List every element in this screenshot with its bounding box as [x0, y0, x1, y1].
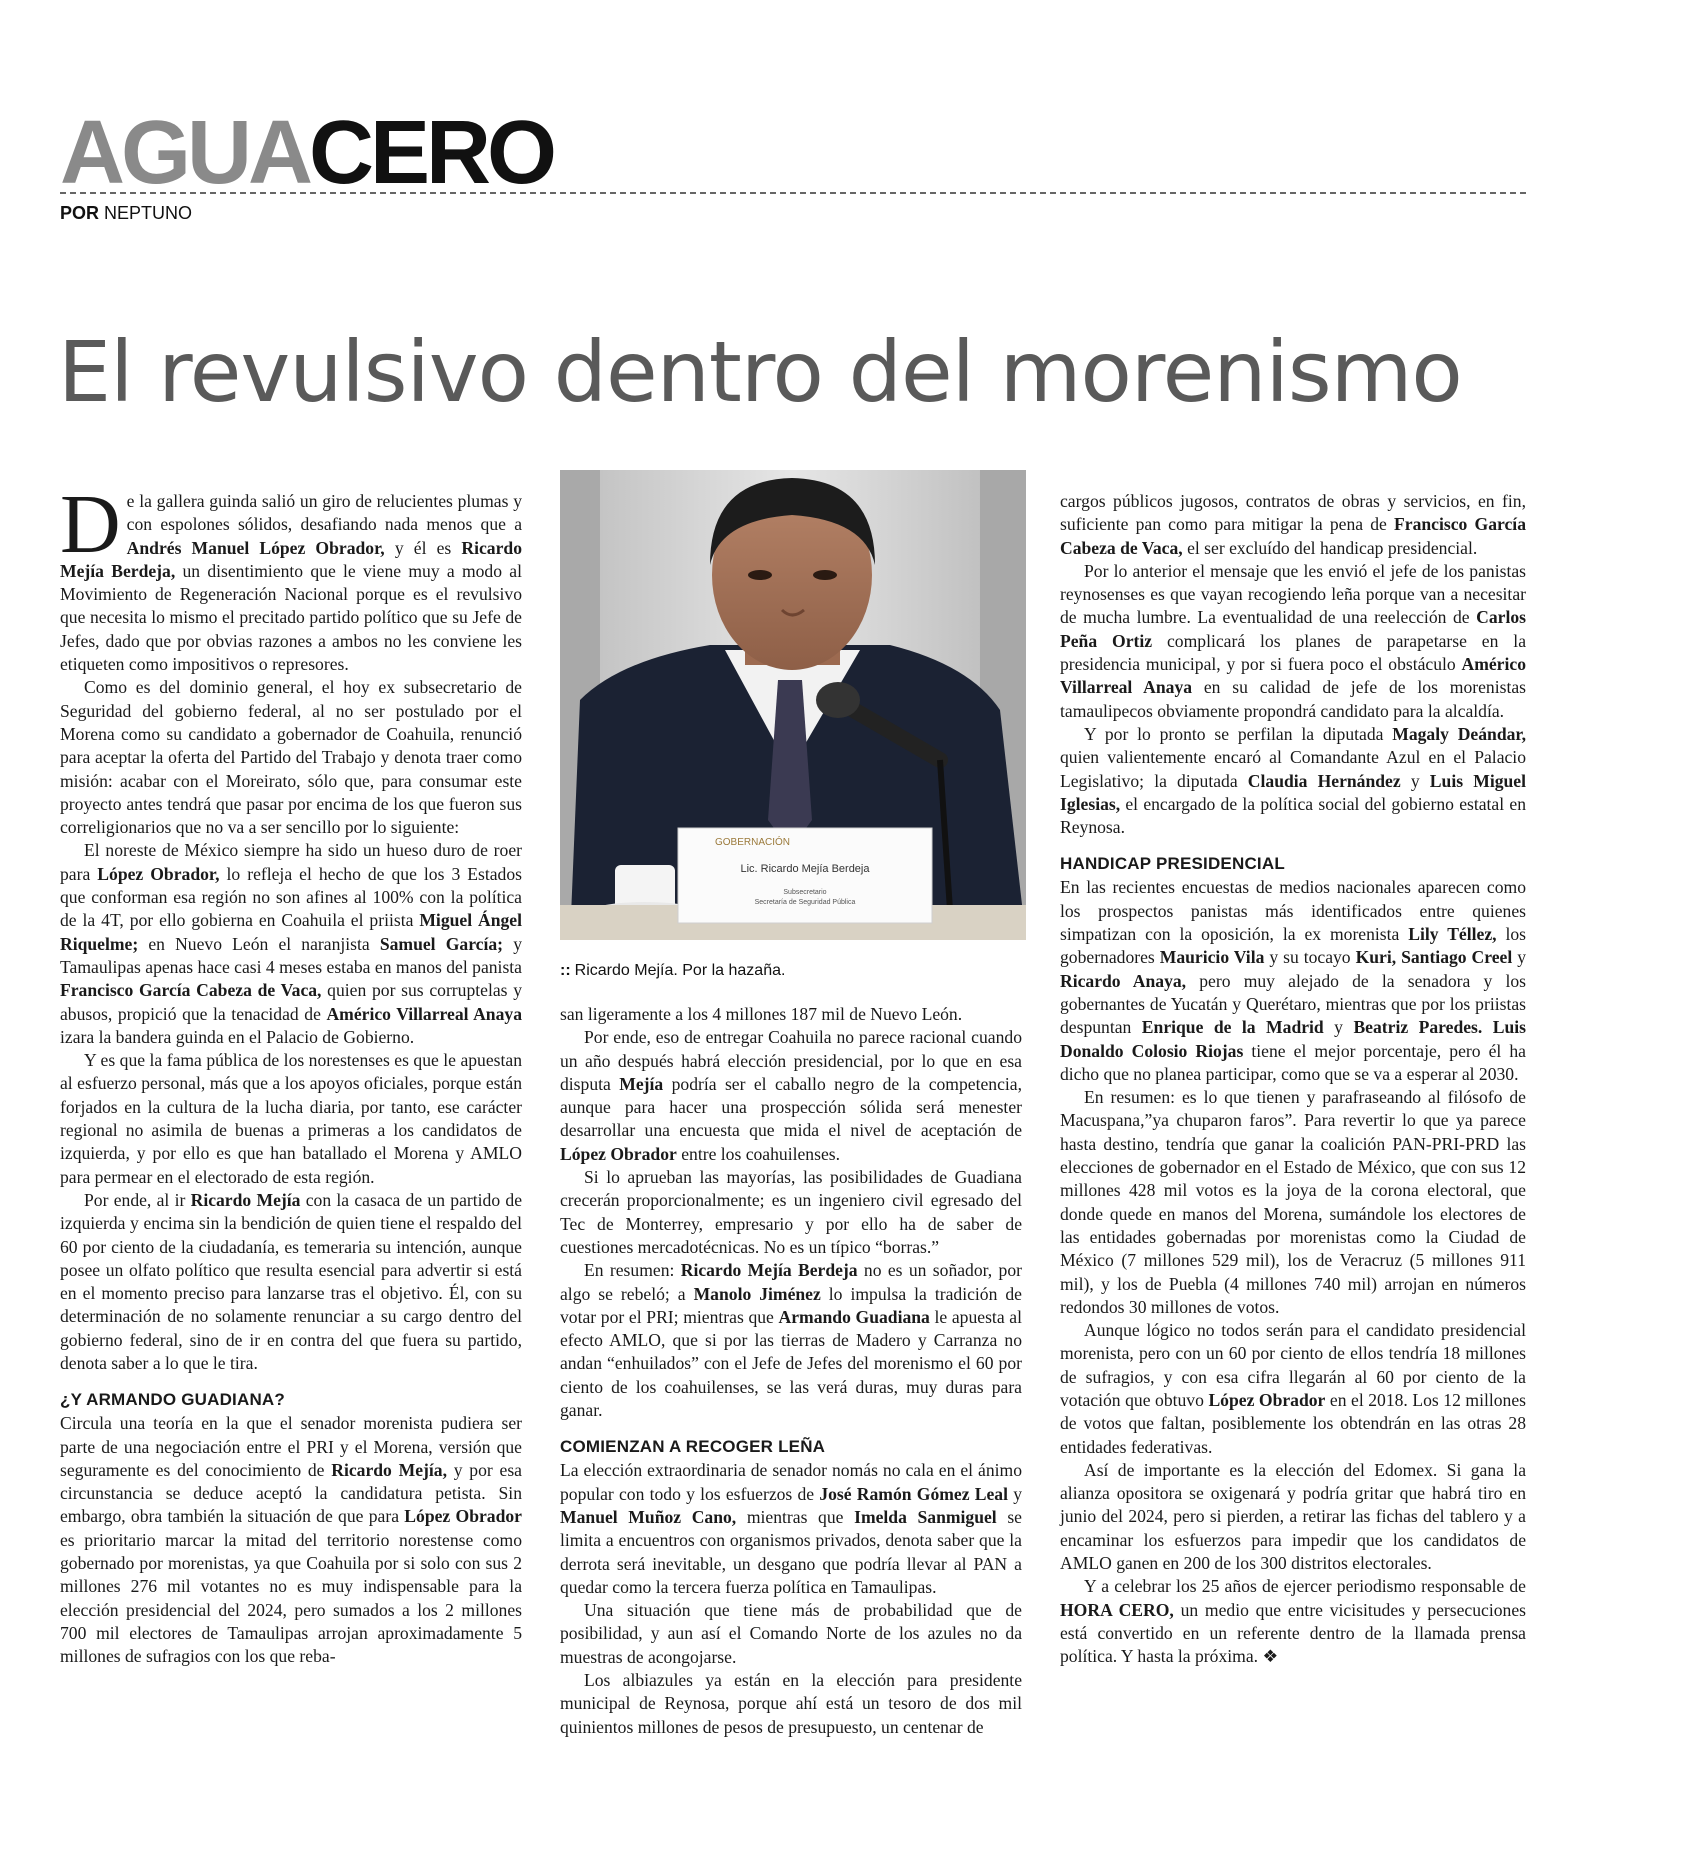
- paragraph: Una situación que tiene más de probabilidad que de posibilidad, y aun así el Comando Norte de los azules no da muestras de acongojarse.: [560, 1600, 1022, 1667]
- byline-label: POR: [60, 203, 100, 223]
- subheading-handicap: HANDICAP PRESIDENCIAL: [1060, 854, 1285, 874]
- drop-cap: D: [60, 478, 121, 571]
- caption-text: Ricardo Mejía. Por la hazaña.: [574, 962, 786, 979]
- paragraph: Así de importante es la elección del Edomex. Si gana la alianza opositora se oxigenará y podría gritar que habrá tiro en junio del 2024, pero si pierden, a retirar las fichas del tablero y a encaminar los esfuerzos para impedir que los candidatos de AMLO ganen en 200 de los 300 distritos electorales.: [1060, 1459, 1526, 1574]
- paragraph: La elección extraordinaria de senador nomás no cala en el ánimo popular con todo y los esfuerzos de José Ramón Gómez Leal y Manuel Muñoz Cano, mientras que Imelda Sanmiguel se limita a encuentros con organismos privados, denota saber que la derrota será inevitable, un desgano que podría llevar al PAN a quedar como la tercera fuerza política en Tamaulipas.: [560, 1460, 1022, 1597]
- paragraph: Y por lo pronto se perfilan la diputada Magaly Deándar, quien valientemente encaró al Comandante Azul en el Palacio Legislativo; la diputada Claudia Hernández y Luis Miguel Iglesias, el encargado de la política social del gobierno estatal en Reynosa.: [1060, 723, 1526, 838]
- paragraph: Si lo aprueban las mayorías, las posibilidades de Guadiana crecerán proporcionalmente; es un ingeniero civil egresado del Tec de Monterrey, empresario y por ello ha de saber de cuestiones mercadotécnicas. No es un típico “borras.”: [560, 1167, 1022, 1257]
- paragraph: En resumen: es lo que tienen y parafraseando al filósofo de Macuspana,”ya chuparon faros”. Para revertir lo que ya parece hasta destino, tendría que ganar la coalición PAN-PRI-PRD las elecciones de gobernador en el Estado de México, que con sus 12 millones 428 mil votos es la joya de la corona electoral, que donde quede en manos del Morena, sumándole los electores de las entidades gobernadas por morenistas como la Ciudad de México (7 millones 529 mil), los de Veracruz (5 millones 911 mil), y los de Puebla (4 millones 740 mil) arrojan en números redondos 30 millones de votos.: [1060, 1087, 1526, 1317]
- placard-subtitle: Secretaría de Seguridad Pública: [754, 899, 856, 906]
- column-logo: [60, 103, 554, 203]
- byline-author: NEPTUNO: [104, 203, 193, 223]
- headline: El revulsivo dentro del morenismo: [58, 323, 1462, 421]
- paragraph: cargos públicos jugosos, contratos de obras y servicios, en fin, suficiente pan como para mitigar la pena de Francisco García Cabeza de Vaca, el ser excluído del handicap presidencial.: [1060, 491, 1526, 558]
- paragraph: Como es del dominio general, el hoy ex subsecretario de Seguridad del gobierno federal, al no ser postulado por el Morena como su candidato a gobernador de Coahuila, renunció para aceptar la oferta del Partido del Trabajo y denota traer como misión: acabar con el Moreirato, sólo que, para consumar este proyecto antes tendrá que pasar por encima de los que fueron sus correligionarios que no va a ser sencillo por lo siguiente:: [60, 677, 522, 838]
- byline: [60, 201, 192, 225]
- paragraph: san ligeramente a los 4 millones 187 mil de Nuevo León.: [560, 1004, 963, 1024]
- subheading-guadiana: ¿Y ARMANDO GUADIANA?: [60, 1390, 285, 1410]
- paragraph: Aunque lógico no todos serán para el candidato presidencial morenista, pero con un 60 por ciento de ellos tendría 18 millones de sufragios, y con esa cifra llegarán al 60 por ciento de la votación que obtuvo López Obrador en el 2018. Los 12 millones de votos que faltan, posiblemente los obtendrán en las otras 28 entidades federativas.: [1060, 1320, 1526, 1457]
- caption-marker: ::: [560, 962, 571, 979]
- subheading-lena: COMIENZAN A RECOGER LEÑA: [560, 1437, 826, 1457]
- logo-cero: CERO: [309, 103, 554, 203]
- end-mark-icon: ❖: [1262, 1646, 1279, 1667]
- paragraph: De la gallera guinda salió un giro de relucientes plumas y con espolones sólidos, desafiando nada menos que a Andrés Manuel López Obrador, y él es Ricardo Mejía Berdeja, un disentimiento que le viene muy a modo al Movimiento de Regeneración Nacional porque es el revulsivo que necesita lo mismo el precitado partido político que su Jefe de Jefes, dado que por obvias razones a ambos no les conviene les etiqueten como impositivos o represores.: [60, 478, 522, 675]
- placard-title: Subsecretario: [783, 889, 827, 896]
- paragraph: En resumen: Ricardo Mejía Berdeja no es un soñador, por algo se rebeló; a Manolo Jiménez lo impulsa la tradición de votar por el PRI; mientras que Armando Guadiana le apuesta al efecto AMLO, que si por las tierras de Madero y Carranza no andan “enhuilados” con el Jefe de Jefes del morenismo el 60 por ciento de los coahuilenses, se las verá duras, muy duras para ganar.: [560, 1260, 1022, 1421]
- photo-caption: [560, 960, 785, 982]
- paragraph: En las recientes encuestas de medios nacionales aparecen como los prospectos panistas más identificados entre quienes simpatizan con la oposición, la ex morenista Lily Téllez, los gobernadores Mauricio Vila y su tocayo Kuri, Santiago Creel y Ricardo Anaya, pero muy alejado de la senadora y los gobernantes de Yucatán y Querétaro, mientras que por los priistas despuntan Enrique de la Madrid y Beatriz Paredes. Luis Donaldo Colosio Riojas tiene el mejor porcentaje, pero él ha dicho que no planea participar, como que se va a esperar al 2030.: [1060, 877, 1527, 1084]
- column-2: [560, 1003, 1022, 1739]
- paragraph: Por ende, eso de entregar Coahuila no parece racional cuando un año después habrá elección presidencial, por lo que en esa disputa Mejía podría ser el caballo negro de la competencia, aunque para hacer una prospección sólida será menester desarrollar una encuesta que mida el nivel de aceptación de López Obrador entre los coahuilenses.: [560, 1027, 1022, 1164]
- paragraph: Y es que la fama pública de los norestenses es que le apuestan al esfuerzo personal, más que a los apoyos oficiales, porque están forjados en la cultura de la lucha diaria, por tanto, ese carácter regional no asimila de buenas a primeras a los candidatos de izquierda, y por ello es que han batallado el Morena y AMLO para permear en el electorado de esta región.: [60, 1050, 522, 1187]
- paragraph: Los albiazules ya están en la elección para presidente municipal de Reynosa, porque ahí está un tesoro de dos mil quinientos millones de pesos de presupuesto, un centenar de: [560, 1670, 1022, 1737]
- paragraph: Circula una teoría en la que el senador morenista pudiera ser parte de una negociación entre el PRI y el Morena, versión que seguramente es del conocimiento de Ricardo Mejía, y por esa circunstancia se deduce aceptó la candidatura petista. Sin embargo, obra también la situación de que para López Obrador es prioritario marcar la mitad del territorio norestense como gobernado por morenistas, ya que Coahuila por si solo con sus 2 millones 276 mil votantes no es muy indispensable para la elección presidencial del 2024, pero sumados a los 2 millones 700 mil electores de Tamaulipas arrojan aproximadamente 5 millones de sufragios con los que reba-: [60, 1413, 522, 1667]
- placard-name: Lic. Ricardo Mejía Berdeja: [740, 863, 870, 875]
- paragraph: Y a celebrar los 25 años de ejercer periodismo responsable de HORA CERO, un medio que entre vicisitudes y persecuciones está convertido en un referente dentro de la llamada prensa política. Y hasta la próxima. ❖: [1060, 1576, 1526, 1667]
- placard-org: GOBERNACIÓN: [715, 837, 791, 848]
- article-photo: [560, 470, 1026, 940]
- photo-illustration: [560, 470, 1026, 940]
- masthead-divider: [60, 192, 1526, 194]
- paragraph: Por lo anterior el mensaje que les envió el jefe de los panistas reynosenses es que vayan recogiendo leña porque van a necesitar de mucha lumbre. La eventualidad de una reelección de Carlos Peña Ortiz complicará los planes de parapetarse en la presidencia municipal, y por si fuera poco el obstáculo Américo Villarreal Anaya en su calidad de jefe de los morenistas tamaulipecos obviamente propondrá candidato para la alcaldía.: [1060, 560, 1526, 721]
- column-3: [1060, 490, 1526, 1669]
- paragraph: El noreste de México siempre ha sido un hueso duro de roer para López Obrador, lo refleja el hecho de que los 3 Estados que conforman esa región no son afines al 100% con la política de la 4T, por ello gobierna en Coahuila el priista Miguel Ángel Riquelme; en Nuevo León el naranjista Samuel García; y Tamaulipas apenas hace casi 4 meses estaba en manos del panista Francisco García Cabeza de Vaca, quien por sus corruptelas y abusos, propició que la tenacidad de Américo Villarreal Anaya izara la bandera guinda en el Palacio de Gobierno.: [60, 840, 523, 1047]
- column-1: [60, 478, 523, 1669]
- paragraph: Por ende, al ir Ricardo Mejía con la casaca de un partido de izquierda y encima sin la bendición de quien tiene el respaldo del 60 por ciento de la ciudadanía, es temeraria su intención, aunque posee un olfato político que resulta esencial para advertir si está en el momento preciso para lanzarse tras el objetivo. Él, con su determinación de no solamente renunciar a su cargo dentro del gobierno federal, sino de ir en contra del que fuera su partido, denota saber a lo que le tira.: [60, 1189, 523, 1373]
- logo-agua: AGUA: [60, 103, 309, 203]
